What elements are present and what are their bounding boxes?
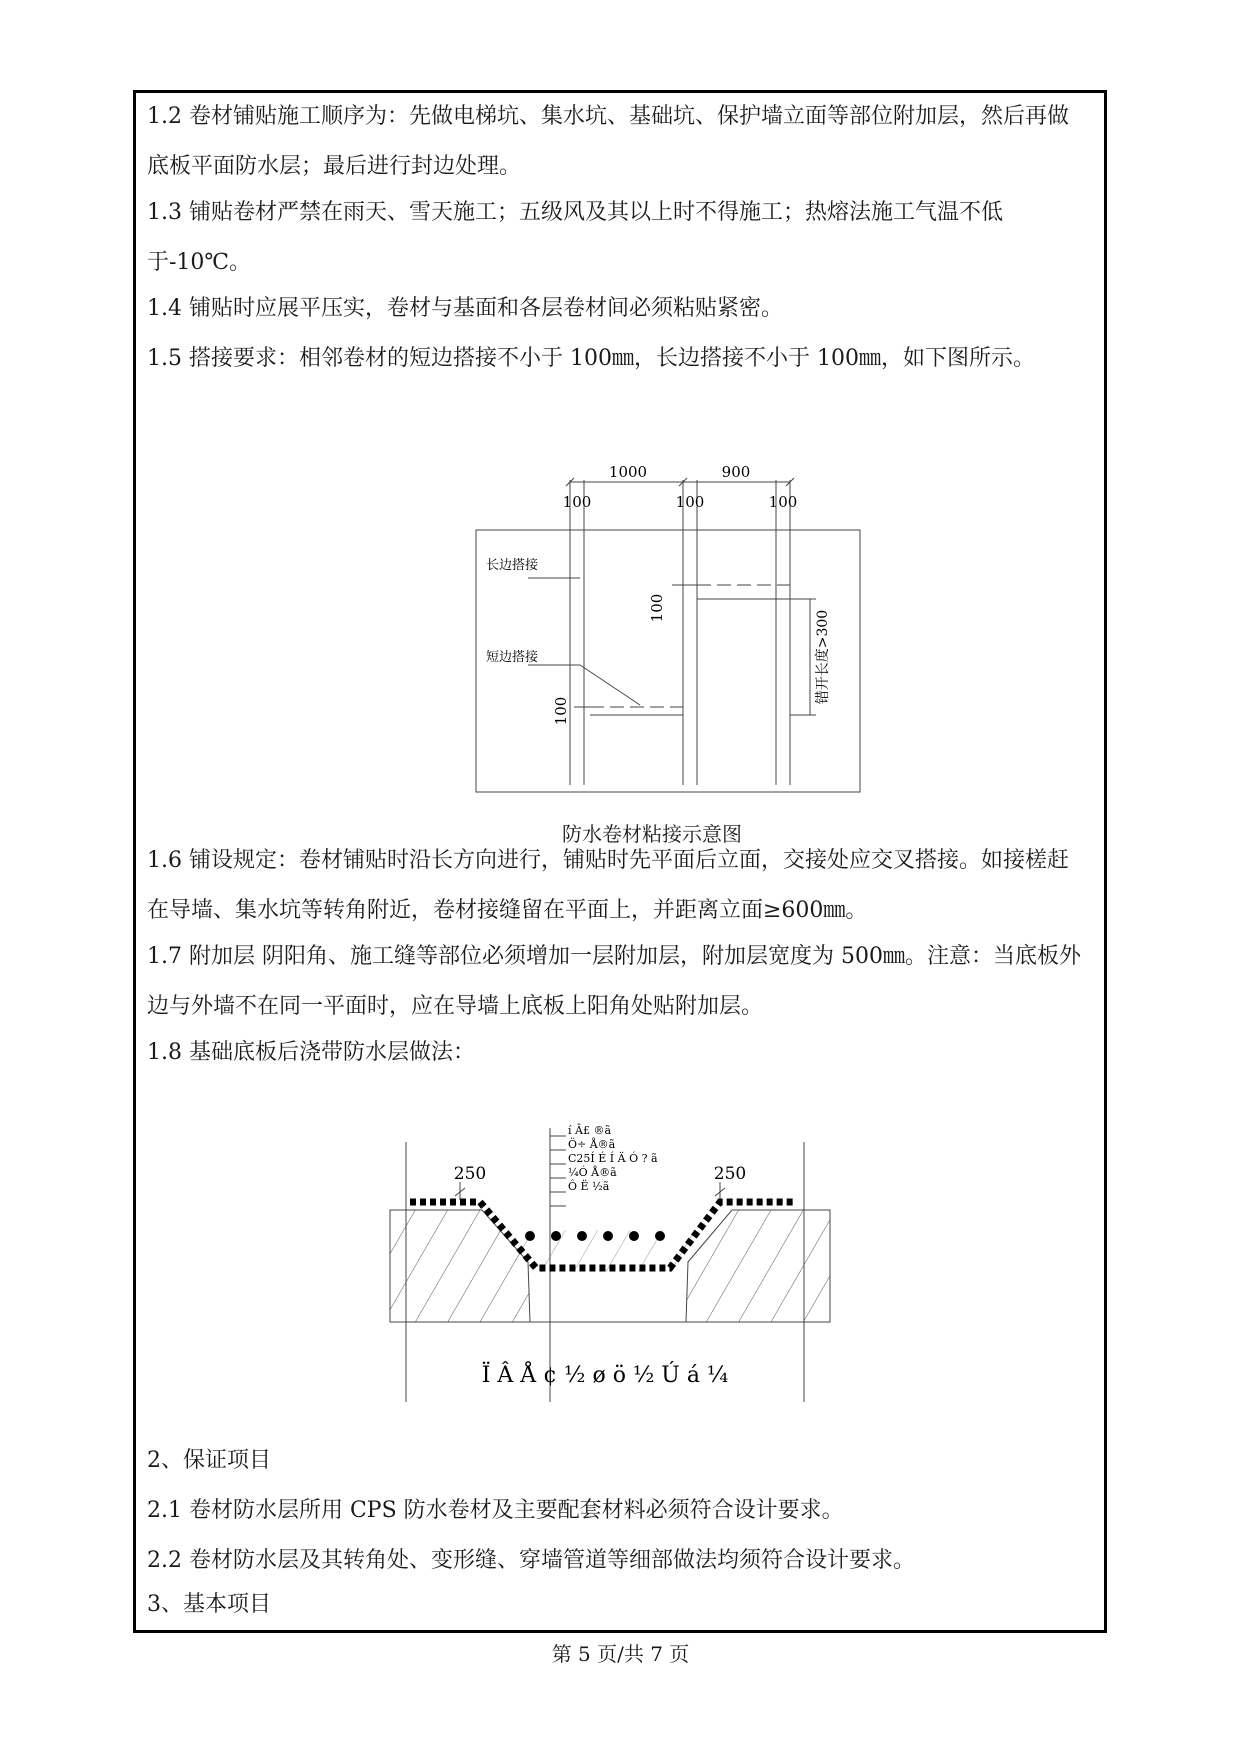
layer-label-4: ¼Ó Å®ã — [568, 1166, 617, 1179]
paragraph-1-5: 1.5 搭接要求：相邻卷材的短边搭接不小于 100㎜，长边搭接不小于 100㎜，如下图所示。 — [147, 346, 1035, 371]
section-2-heading: 2、保证项目 — [147, 1448, 271, 1473]
paragraph-2-1: 2.1 卷材防水层所用 CPS 防水卷材及主要配套材料必须符合设计要求。 — [147, 1498, 844, 1523]
dim-100-right: 100 — [768, 493, 798, 511]
dim-100-mid: 100 — [675, 493, 705, 511]
paragraph-2-2: 2.2 卷材防水层及其转角处、变形缝、穿墙管道等细部做法均须符合设计要求。 — [147, 1548, 915, 1573]
paragraph-1-8: 1.8 基础底板后浇带防水层做法： — [147, 1040, 475, 1065]
dim-900: 900 — [721, 463, 751, 481]
layer-label-2: Ö÷ Å®ã — [568, 1138, 616, 1151]
dim-1000: 1000 — [608, 463, 648, 481]
dim-100-left: 100 — [562, 493, 592, 511]
figure2-caption: Ï Â Å ¢ ½ ø ö ½ Ú á ¼ — [481, 1363, 729, 1388]
dim-vertical-lower: 100 — [552, 696, 570, 726]
long-lap-label: 长边搭接 — [486, 558, 539, 573]
layer-label-3: C25Í É Í Ä Ó ? ã — [568, 1152, 658, 1165]
short-lap-label: 短边搭接 — [486, 650, 539, 665]
section-3-heading: 3、基本项目 — [147, 1592, 271, 1617]
paragraph-1-3: 1.3 铺贴卷材严禁在雨天、雪天施工；五级风及其以上时不得施工；热熔法施工气温不低于-10℃。 — [147, 200, 1003, 275]
lap-joint-diagram — [470, 460, 870, 820]
paragraph-1-6: 1.6 铺设规定：卷材铺贴时沿长方向进行，铺贴时先平面后立面，交接处应交叉搭接。如接槎赶在导墙、集水坑等转角附近，卷材接缝留在平面上，并距离立面≥600㎜。 — [147, 848, 1069, 923]
layer-label-5: Ô Ë ½ã — [568, 1180, 610, 1193]
figure1-caption: 防水卷材粘接示意图 — [562, 822, 742, 846]
post-cast-strip-diagram — [370, 1120, 840, 1420]
dim-250-right: 250 — [713, 1164, 747, 1184]
page-footer: 第 5 页/共 7 页 — [551, 1642, 690, 1666]
layer-label-1: í Â£ ®ã — [568, 1124, 612, 1137]
dim-250-left: 250 — [453, 1164, 487, 1184]
offset-label: 错开长度>300 — [815, 609, 831, 705]
paragraph-1-7: 1.7 附加层 阴阳角、施工缝等部位必须增加一层附加层，附加层宽度为 500㎜。注意：当底板外边与外墙不在同一平面时，应在导墙上底板上阳角处贴附加层。 — [147, 944, 1081, 1019]
paragraph-1-2: 1.2 卷材铺贴施工顺序为：先做电梯坑、集水坑、基础坑、保护墙立面等部位附加层，然后再做底板平面防水层；最后进行封边处理。 — [147, 104, 1069, 179]
dim-vertical-upper: 100 — [648, 593, 666, 623]
paragraph-1-4: 1.4 铺贴时应展平压实，卷材与基面和各层卷材间必须粘贴紧密。 — [147, 296, 783, 321]
